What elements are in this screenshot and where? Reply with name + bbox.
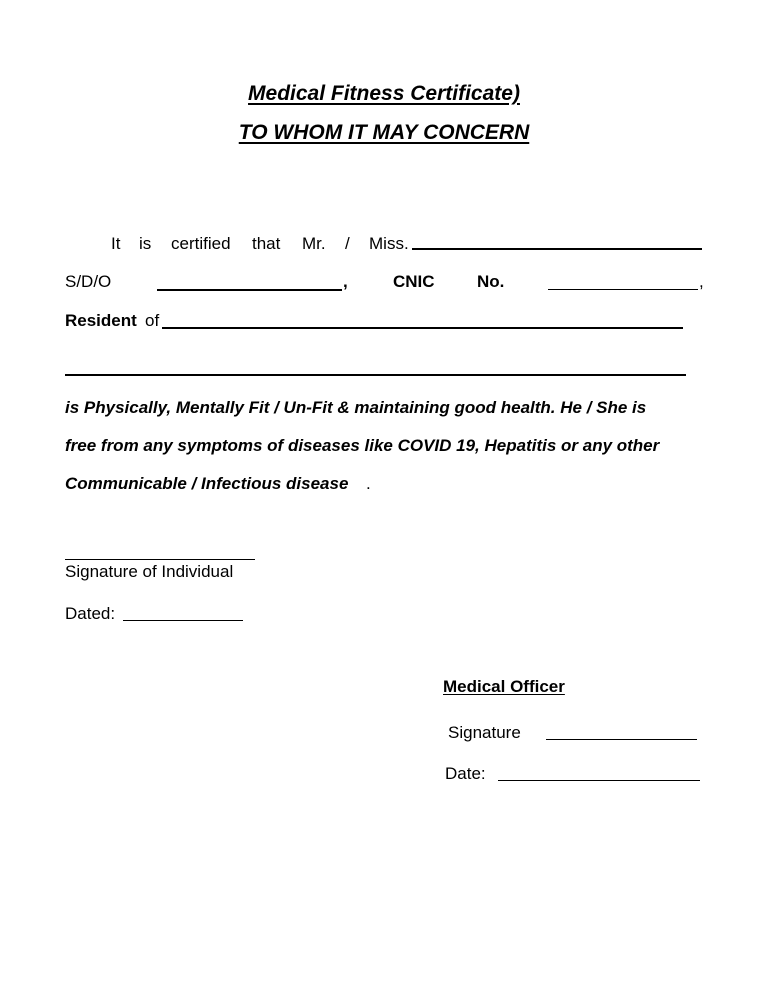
body-period: . <box>366 474 371 493</box>
resident-label: Resident <box>65 311 137 330</box>
certify-word: that <box>252 234 281 253</box>
certify-word: Miss. <box>369 234 409 253</box>
individual-dated-line[interactable] <box>123 620 243 621</box>
certify-word: certified <box>171 234 231 253</box>
cnic-blank-line[interactable] <box>548 289 698 290</box>
resident-blank-line[interactable] <box>162 327 683 329</box>
individual-signature-line[interactable] <box>65 559 255 560</box>
certify-word: It <box>111 234 121 253</box>
document-subtitle: TO WHOM IT MAY CONCERN <box>238 121 530 144</box>
body-line-3: Communicable / Infectious disease <box>65 474 349 493</box>
officer-date-label: Date: <box>445 764 486 783</box>
sdo-comma: , <box>343 272 348 291</box>
certify-word: / <box>345 234 350 253</box>
body-line-2: free from any symptoms of diseases like COVID 19, Hepatitis or any other <box>65 436 660 455</box>
officer-heading: Medical Officer <box>443 677 565 696</box>
certify-word: is <box>139 234 152 253</box>
cnic-comma: , <box>699 272 704 291</box>
name-blank-line[interactable] <box>412 248 702 250</box>
sdo-label: S/D/O <box>65 272 112 291</box>
certify-word: Mr. <box>302 234 326 253</box>
cnic-no-label: No. <box>477 272 505 291</box>
individual-dated-label: Dated: <box>65 604 116 623</box>
individual-signature-label: Signature of Individual <box>65 562 234 581</box>
cnic-label: CNIC <box>393 272 435 291</box>
body-line-1: is Physically, Mentally Fit / Un-Fit & maintaining good health. He / She is <box>65 398 647 417</box>
officer-signature-line[interactable] <box>546 739 697 740</box>
address-blank-line[interactable] <box>65 374 686 376</box>
officer-date-line[interactable] <box>498 780 700 781</box>
officer-signature-label: Signature <box>448 723 521 742</box>
sdo-blank-line[interactable] <box>157 289 342 291</box>
document-title: Medical Fitness Certificate) <box>248 82 520 105</box>
resident-of-label: of <box>145 311 160 330</box>
